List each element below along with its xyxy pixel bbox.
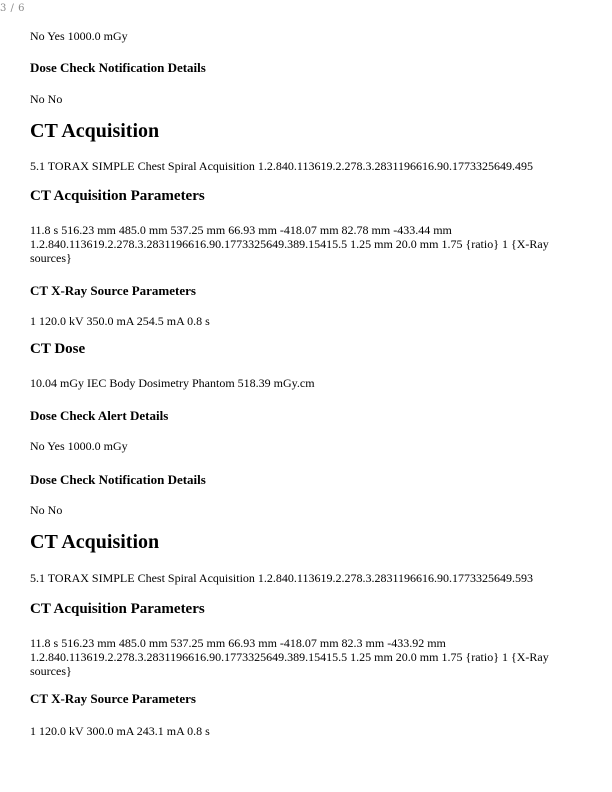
ct-acquisition-parameters-heading: CT Acquisition Parameters xyxy=(30,601,205,617)
ct-acquisition-parameters-heading: CT Acquisition Parameters xyxy=(30,188,205,204)
ct-acquisition-parameters-values: 11.8 s 516.23 mm 485.0 mm 537.25 mm 66.93 mm -418.07 mm 82.78 mm -433.44 mm 1.2.840.113619.2.278.3.2831196616.90.1773325649.389.15415.5 1.25 mm 20.0 mm 1.75 {ratio} 1 {X-Ray sources} xyxy=(30,223,549,265)
dose-check-alert-values: No Yes 1000.0 mGy xyxy=(30,29,128,43)
dose-check-notification-heading: Dose Check Notification Details xyxy=(30,60,206,75)
dose-check-alert-heading: Dose Check Alert Details xyxy=(30,408,169,423)
dose-check-notification-values: No No xyxy=(30,503,63,517)
ct-acquisition-title: CT Acquisition xyxy=(30,120,160,142)
dose-check-alert-values: No Yes 1000.0 mGy xyxy=(30,439,128,453)
ct-dose-heading: CT Dose xyxy=(30,341,86,357)
dose-check-notification-values: No No xyxy=(30,92,63,106)
page-indicator: 3 / 6 xyxy=(0,3,25,14)
ct-xray-source-parameters-heading: CT X-Ray Source Parameters xyxy=(30,283,196,298)
ct-xray-source-parameters-values: 1 120.0 kV 300.0 mA 243.1 mA 0.8 s xyxy=(30,724,210,738)
ct-acquisition-parameters-values: 11.8 s 516.23 mm 485.0 mm 537.25 mm 66.93 mm -418.07 mm 82.3 mm -433.92 mm 1.2.840.113619.2.278.3.2831196616.90.1773325649.389.15415.5 1.25 mm 20.0 mm 1.75 {ratio} 1 {X-Ray sources} xyxy=(30,636,549,678)
ct-acquisition-description: 5.1 TORAX SIMPLE Chest Spiral Acquisition 1.2.840.113619.2.278.3.2831196616.90.1773325649.495 xyxy=(30,159,534,173)
ct-acquisition-description: 5.1 TORAX SIMPLE Chest Spiral Acquisition 1.2.840.113619.2.278.3.2831196616.90.1773325649.593 xyxy=(30,571,534,585)
ct-acquisition-title: CT Acquisition xyxy=(30,531,160,553)
dose-check-notification-heading: Dose Check Notification Details xyxy=(30,472,206,487)
ct-xray-source-parameters-values: 1 120.0 kV 350.0 mA 254.5 mA 0.8 s xyxy=(30,314,210,328)
ct-dose-values: 10.04 mGy IEC Body Dosimetry Phantom 518.39 mGy.cm xyxy=(30,376,315,390)
ct-xray-source-parameters-heading: CT X-Ray Source Parameters xyxy=(30,691,196,706)
